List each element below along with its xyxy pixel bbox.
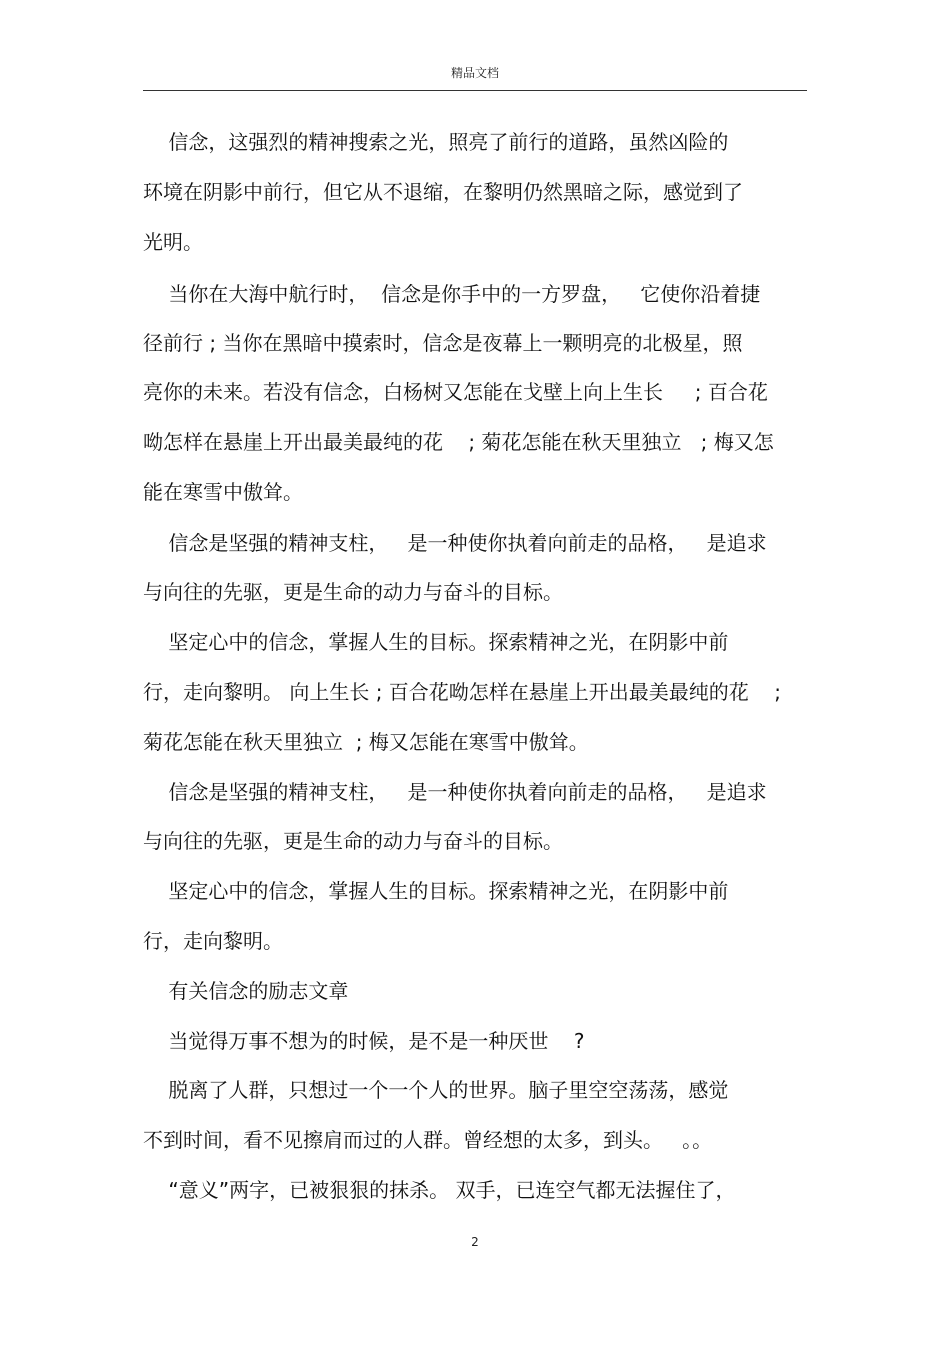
text-line: 与向往的先驱，更是生命的动力与奋斗的目标。 (143, 580, 563, 604)
text-line: 菊花怎能在秋天里独立 ; 梅又怎能在寒雪中傲耸。 (143, 730, 589, 754)
text-line: 径前行 ; 当你在黑暗中摸索时，信念是夜幕上一颗明亮的北极星，照 (143, 331, 743, 355)
text-line: 当你在大海中航行时， 信念是你手中的一方罗盘， 它使你沿着捷 (143, 282, 761, 306)
text-line: 脱离了人群，只想过一个一个人的世界。脑子里空空荡荡，感觉 (143, 1078, 729, 1102)
text-line: 坚定心中的信念，掌握人生的目标。探索精神之光，在阴影中前 (143, 879, 729, 903)
text-line: 亮你的未来。若没有信念，白杨树又怎能在戈壁上向上生长 ; 百合花 (143, 380, 768, 404)
section-title: 有关信念的励志文章 (143, 979, 349, 1003)
text-line: 信念是坚强的精神支柱， 是一种使你执着向前走的品格， 是追求 (143, 531, 767, 555)
text-line: 环境在阴影中前行，但它从不退缩，在黎明仍然黑暗之际，感觉到了 (143, 180, 743, 204)
text-line: 光明。 (143, 230, 203, 254)
text-line: “意义”两字，已被狠狠的抹杀。 双手，已连空气都无法握住了， (143, 1178, 736, 1202)
text-line: 不到时间，看不见擦肩而过的人群。曾经想的太多，到头。 。。 (143, 1128, 713, 1152)
text-line: 与向往的先驱，更是生命的动力与奋斗的目标。 (143, 829, 563, 853)
text-line: 坚定心中的信念，掌握人生的目标。探索精神之光，在阴影中前 (143, 630, 729, 654)
text-line: 信念是坚强的精神支柱， 是一种使你执着向前走的品格， 是追求 (143, 780, 767, 804)
text-line: 当觉得万事不想为的时候，是不是一种厌世 ? (143, 1029, 585, 1053)
page-header: 精品文档 (450, 66, 499, 80)
text-line: 行，走向黎明。 (143, 929, 283, 953)
text-line: 行，走向黎明。 向上生长 ; 百合花呦怎样在悬崖上开出最美最纯的花 ; (143, 680, 781, 704)
text-line: 呦怎样在悬崖上开出最美最纯的花 ; 菊花怎能在秋天里独立 ; 梅又怎 (143, 430, 774, 454)
text-line: 能在寒雪中傲耸。 (143, 480, 303, 504)
header-divider (143, 90, 807, 91)
text-line: 信念，这强烈的精神搜索之光，照亮了前行的道路，虽然凶险的 (143, 130, 729, 154)
page-number: 2 (471, 1235, 479, 1249)
